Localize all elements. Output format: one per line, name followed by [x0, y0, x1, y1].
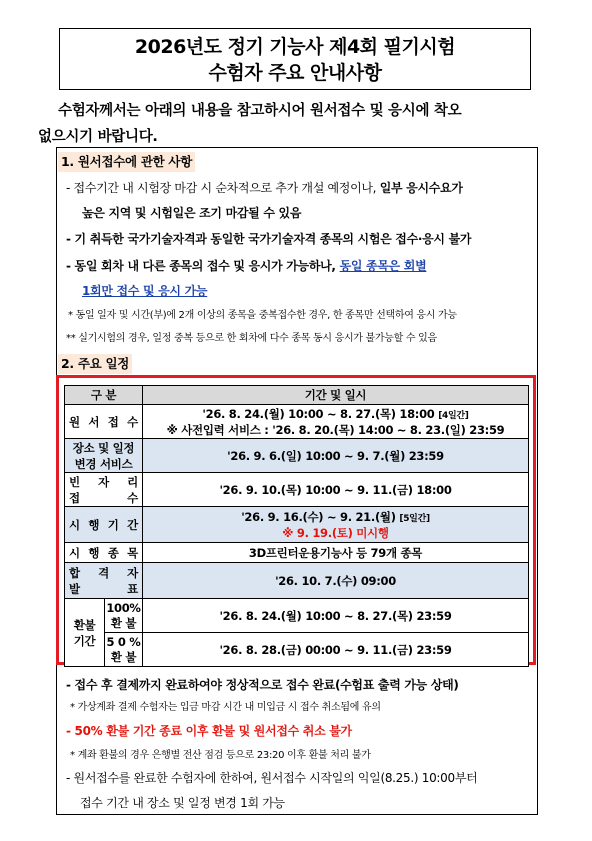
intro-paragraph: [38, 98, 538, 150]
change-label: [65, 439, 143, 473]
subjects-label: 시 행 종 목: [65, 543, 143, 563]
header-period: 기간 및 일시: [143, 386, 529, 405]
row-application: [65, 405, 529, 439]
application-label: 원 서 접 수: [65, 405, 143, 439]
row-result: [65, 563, 529, 599]
footer-note2: * 가상계좌 결제 수험자는 입금 마감 시간 내 미입금 시 접수 취소됨에 유의: [70, 702, 381, 713]
vacancy-period: '26. 9. 10.(목) 10:00 ~ 9. 11.(금) 18:00: [143, 473, 529, 507]
application-cell: [143, 405, 529, 439]
section1-bullet3-line2: 1회만 접수 및 응시 가능: [82, 284, 208, 298]
result-label: [65, 563, 143, 599]
row-subjects: [65, 543, 529, 563]
refund100-label: [105, 599, 143, 633]
refund100-label-1: 100%: [106, 600, 141, 615]
document-title-line2: 수험자 주요 안내사항: [208, 62, 382, 84]
change-label-1: 장소 및 일정: [72, 440, 135, 455]
application-note: ※ 사전입력 서비스 : '26. 8. 20.(목) 14:00 ~ 8. 23.(일) 23:59: [166, 422, 505, 437]
result-label-2: 발 표: [69, 581, 138, 596]
refund50-period: '26. 8. 28.(금) 00:00 ~ 9. 11.(금) 23:59: [143, 633, 529, 667]
section1-title: 1. 원서접수에 관한 사항: [58, 152, 195, 172]
footer-note4: * 계좌 환불의 경우 은행별 전산 점검 등으로 23:20 이후 환불 처리 불가: [70, 750, 371, 761]
result-label-1: 합 격 자: [69, 565, 138, 580]
section1-note1: * 동일 일자 및 시간(부)에 2개 이상의 종목을 중복접수한 경우, 한 종목만 선택하여 응시 가능: [68, 310, 457, 321]
intro-line1: 수험자께서는 아래의 내용을 참고하시어 원서접수 및 응시에 착오: [58, 103, 462, 119]
section2-title: 2. 주요 일정: [58, 354, 132, 374]
section1-bullet1-line2: 높은 지역 및 시험일은 조기 마감될 수 있음: [82, 206, 302, 220]
row-vacancy: [65, 473, 529, 507]
exam-label: 시 행 기 간: [65, 507, 143, 543]
section1-bullet1-text: - 접수기간 내 시험장 마감 시 순차적으로 추가 개설 예정이나,: [66, 181, 377, 195]
refund-label: [65, 599, 105, 667]
header-category: 구 분: [65, 386, 143, 405]
vacancy-label: [65, 473, 143, 507]
document-title-line1: 2026년도 정기 기능사 제4회 필기시험: [134, 36, 456, 58]
row-exam-period: [65, 507, 529, 543]
refund-label-2: 기간: [73, 633, 96, 648]
row-refund-50: [65, 633, 529, 667]
section1-bullet3-text: - 동일 회차 내 다른 종목의 접수 및 응시가 가능하나,: [66, 259, 336, 273]
footer-note1: - 접수 후 결제까지 완료하여야 정상적으로 접수 완료(수험표 출력 가능 상태): [66, 678, 459, 692]
result-value: '26. 10. 7.(수) 09:00: [143, 563, 529, 599]
section1-bullet3: [66, 258, 426, 274]
row-refund-100: [65, 599, 529, 633]
vacancy-label-1: 빈 자 리: [69, 474, 138, 489]
section1-bullet1-bold: 일부 응시수요가: [379, 181, 463, 195]
footer-note6: 접수 기간 내 장소 및 일정 변경 1회 가능: [80, 796, 285, 810]
exam-period: '26. 9. 16.(수) ~ 9. 21.(월): [241, 509, 396, 524]
refund-label-1: 환불: [73, 617, 96, 632]
refund100-period: '26. 8. 24.(월) 10:00 ~ 8. 27.(목) 23:59: [143, 599, 529, 633]
section1-bullet2: - 기 취득한 국가기술자격과 동일한 국가기술자격 종목의 시험은 접수·응시 불가: [66, 232, 472, 246]
exam-days: [5일간]: [399, 513, 430, 524]
application-days: [4일간]: [438, 410, 469, 421]
refund50-label-1: 5 0 %: [106, 634, 141, 649]
application-period: '26. 8. 24.(월) 10:00 ~ 8. 27.(목) 18:00: [202, 406, 435, 421]
schedule-table: [64, 385, 529, 667]
footer-note3: - 50% 환불 기간 종료 이후 환불 및 원서접수 취소 불가: [66, 724, 352, 738]
section1-bullet3-underline: 동일 종목은 회별: [339, 259, 427, 273]
schedule-header-row: [65, 386, 529, 405]
document-title-box: [59, 28, 531, 90]
change-period: '26. 9. 6.(일) 10:00 ~ 9. 7.(월) 23:59: [143, 439, 529, 473]
refund50-label: [105, 633, 143, 667]
exam-note: ※ 9. 19.(토) 미시행: [282, 525, 389, 540]
vacancy-label-2: 접 수: [69, 490, 138, 505]
footer-note5: - 원서접수를 완료한 수험자에 한하여, 원서접수 시작일의 익일(8.25.) 10:00부터: [66, 771, 478, 785]
refund50-label-2: 환 불: [110, 649, 137, 664]
intro-line2: 없으시기 바랍니다.: [38, 129, 158, 145]
row-change-service: [65, 439, 529, 473]
exam-cell: [143, 507, 529, 543]
section1-bullet1: [66, 180, 463, 196]
change-label-2: 변경 서비스: [74, 456, 133, 471]
section1-note2: ** 실기시험의 경우, 일정 중복 등으로 한 회차에 다수 종목 동시 응시가 불가능할 수 있음: [66, 333, 437, 344]
subjects-value: 3D프린터운용기능사 등 79개 종목: [143, 543, 529, 563]
refund100-label-2: 환 불: [110, 615, 137, 630]
